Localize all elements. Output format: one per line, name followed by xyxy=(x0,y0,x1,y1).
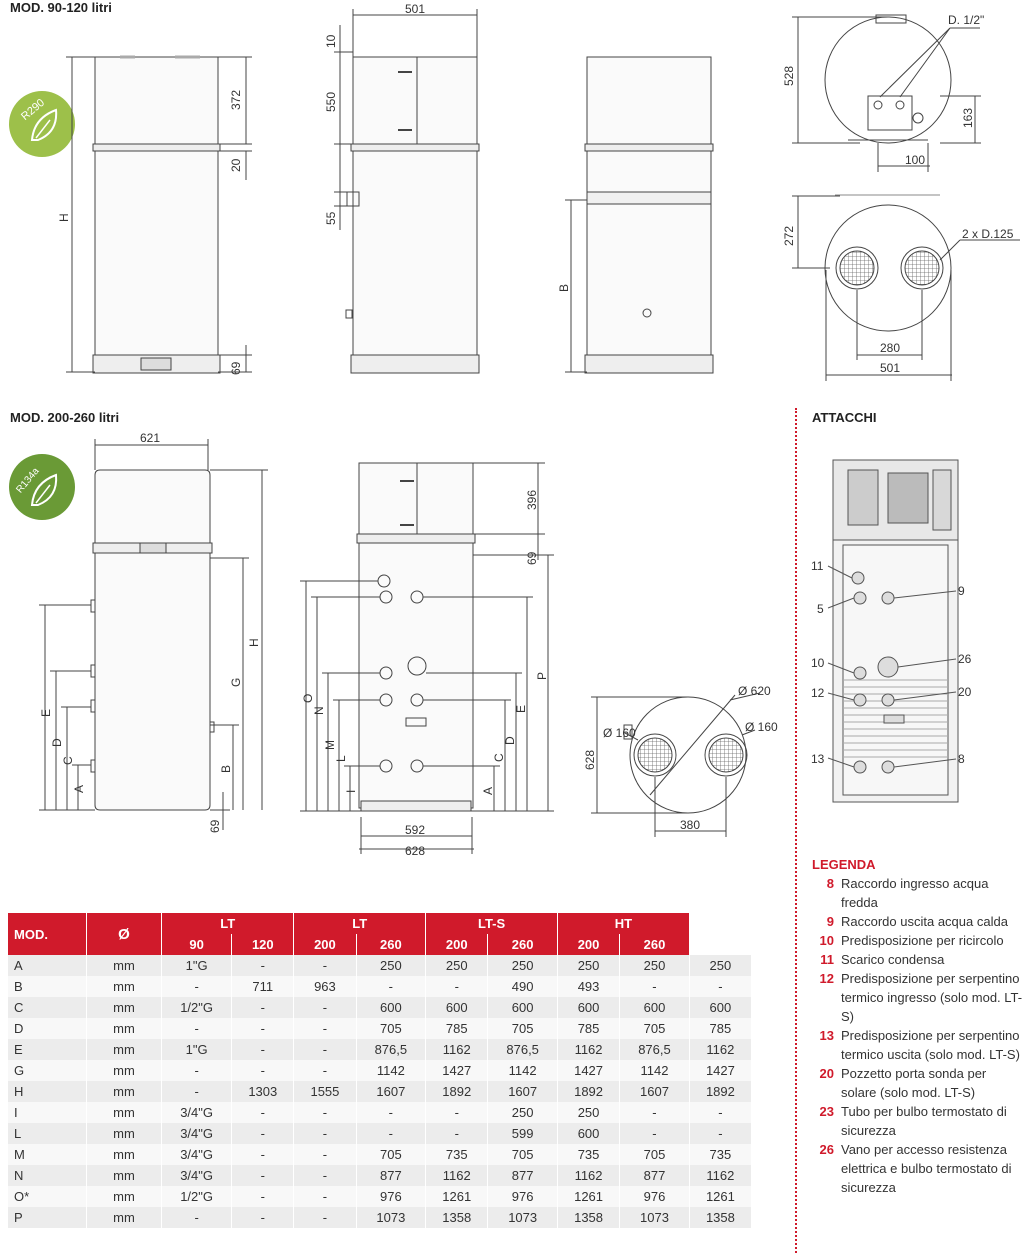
dim-o620: Ø 620 xyxy=(738,684,771,698)
value-cell: 1261 xyxy=(557,1186,619,1207)
value-cell: 1607 xyxy=(356,1081,426,1102)
r290-badge xyxy=(9,91,75,157)
value-cell: - xyxy=(294,1123,356,1144)
dim-o: O xyxy=(301,693,315,703)
value-cell: 963 xyxy=(294,976,356,997)
diameter-cell: - xyxy=(162,1060,232,1081)
dim-e-side: E xyxy=(514,704,528,713)
top-view-large xyxy=(583,684,778,837)
row-label: B xyxy=(8,976,87,997)
th-capacity: 260 xyxy=(488,934,558,955)
value-cell: - xyxy=(294,997,356,1018)
unit-cell: mm xyxy=(87,1102,162,1123)
value-cell: 1358 xyxy=(426,1207,488,1228)
dim-69-side: 69 xyxy=(525,551,539,565)
value-cell: 1607 xyxy=(488,1081,558,1102)
dim-69-small: 69 xyxy=(229,361,243,375)
legend-number: 9 xyxy=(826,914,834,929)
dim-621: 621 xyxy=(140,431,161,445)
th-capacity: 200 xyxy=(294,934,356,955)
legend-number: 12 xyxy=(819,971,834,986)
value-cell: 785 xyxy=(689,1018,751,1039)
dim-d-large: D xyxy=(50,738,64,747)
legend-number: 20 xyxy=(819,1066,834,1081)
value-cell: 493 xyxy=(557,976,619,997)
table-row xyxy=(8,1081,752,1102)
legend-number: 23 xyxy=(819,1104,834,1119)
value-cell: 1427 xyxy=(426,1060,488,1081)
dim-e-large: E xyxy=(39,708,53,717)
table-row xyxy=(8,1039,752,1060)
value-cell: 1142 xyxy=(488,1060,558,1081)
legend-text: Pozzetto porta sonda per solare (solo mod. LT-S) xyxy=(841,1066,987,1100)
legend-number: 11 xyxy=(820,952,834,967)
legend-item xyxy=(812,969,1024,1026)
section-title-large: MOD. 200-260 litri xyxy=(10,410,120,425)
dim-501-bottom: 501 xyxy=(880,361,901,375)
diameter-cell: 3/4"G xyxy=(162,1144,232,1165)
value-cell: 976 xyxy=(488,1186,558,1207)
value-cell: - xyxy=(426,976,488,997)
dim-592: 592 xyxy=(405,823,426,837)
table-row xyxy=(8,997,752,1018)
value-cell: 1358 xyxy=(557,1207,619,1228)
value-cell: 1162 xyxy=(426,1165,488,1186)
value-cell: - xyxy=(426,1102,488,1123)
value-cell: 735 xyxy=(689,1144,751,1165)
dim-l: L xyxy=(334,755,348,762)
value-cell: - xyxy=(356,976,426,997)
legend-item xyxy=(812,912,1024,931)
dim-550: 550 xyxy=(324,91,338,112)
dim-n: N xyxy=(312,706,326,715)
value-cell: 711 xyxy=(232,976,294,997)
row-label: G xyxy=(8,1060,87,1081)
value-cell: - xyxy=(232,1018,294,1039)
dim-i: I xyxy=(344,789,358,793)
legend-item xyxy=(812,874,1024,912)
value-cell: 250 xyxy=(356,955,426,976)
value-cell: 785 xyxy=(557,1018,619,1039)
attacchi-label-11: 11 xyxy=(811,559,824,573)
unit-cell: mm xyxy=(87,955,162,976)
diameter-cell: - xyxy=(162,1081,232,1102)
dim-55: 55 xyxy=(324,211,338,225)
value-cell: 600 xyxy=(426,997,488,1018)
legend-item xyxy=(812,1064,1024,1102)
value-cell: 1555 xyxy=(294,1081,356,1102)
dim-163: 163 xyxy=(961,107,975,128)
dimensions-table xyxy=(8,913,752,1228)
row-label: D xyxy=(8,1018,87,1039)
back-view-small xyxy=(557,57,713,373)
diameter-cell: 1"G xyxy=(162,955,232,976)
value-cell: - xyxy=(294,1060,356,1081)
value-cell: 250 xyxy=(557,955,619,976)
value-cell: 1427 xyxy=(557,1060,619,1081)
value-cell: 705 xyxy=(488,1018,558,1039)
unit-cell: mm xyxy=(87,1081,162,1102)
diameter-cell: - xyxy=(162,1207,232,1228)
value-cell: 600 xyxy=(356,997,426,1018)
row-label: P xyxy=(8,1207,87,1228)
legend-item xyxy=(812,1026,1024,1064)
legend-text: Raccordo uscita acqua calda xyxy=(841,914,1008,929)
value-cell: 705 xyxy=(356,1144,426,1165)
value-cell: 1142 xyxy=(356,1060,426,1081)
dim-p: P xyxy=(535,671,549,680)
value-cell: - xyxy=(232,1186,294,1207)
table-row xyxy=(8,976,752,997)
bottom-view-small xyxy=(782,195,1020,381)
value-cell: 735 xyxy=(557,1144,619,1165)
value-cell: - xyxy=(232,1102,294,1123)
value-cell: - xyxy=(232,1039,294,1060)
diameter-cell: 1/2"G xyxy=(162,1186,232,1207)
value-cell: 1358 xyxy=(689,1207,751,1228)
red-dotted-separator xyxy=(795,408,797,1253)
unit-cell: mm xyxy=(87,976,162,997)
dim-d-side: D xyxy=(503,736,517,745)
value-cell: 1073 xyxy=(356,1207,426,1228)
value-cell: 876,5 xyxy=(488,1039,558,1060)
value-cell: - xyxy=(294,1039,356,1060)
value-cell: - xyxy=(232,1123,294,1144)
th-capacity: 260 xyxy=(620,934,690,955)
value-cell: 1261 xyxy=(426,1186,488,1207)
legend-text: Raccordo ingresso acqua fredda xyxy=(841,876,989,910)
value-cell: 877 xyxy=(356,1165,426,1186)
th-mod: MOD. xyxy=(8,913,87,955)
value-cell: 1162 xyxy=(557,1039,619,1060)
legend-list xyxy=(812,874,1024,1197)
value-cell: - xyxy=(232,1207,294,1228)
diameter-cell: 3/4"G xyxy=(162,1123,232,1144)
value-cell: - xyxy=(294,1165,356,1186)
value-cell: 600 xyxy=(620,997,690,1018)
diameter-cell: 3/4"G xyxy=(162,1165,232,1186)
attacchi-label-12: 12 xyxy=(811,686,825,700)
diameter-cell: 3/4"G xyxy=(162,1102,232,1123)
diameter-cell: - xyxy=(162,1018,232,1039)
value-cell: 1073 xyxy=(488,1207,558,1228)
legend-text: Predisposizione per serpentino termico uscita (solo mod. LT-S) xyxy=(841,1028,1020,1062)
unit-cell: mm xyxy=(87,1207,162,1228)
value-cell: - xyxy=(356,1123,426,1144)
value-cell: 877 xyxy=(488,1165,558,1186)
dim-528: 528 xyxy=(782,65,796,86)
unit-cell: mm xyxy=(87,1060,162,1081)
value-cell: - xyxy=(294,955,356,976)
legend-text: Predisposizione per ricircolo xyxy=(841,933,1004,948)
unit-cell: mm xyxy=(87,1039,162,1060)
dim-501-side: 501 xyxy=(405,2,426,16)
unit-cell: mm xyxy=(87,997,162,1018)
diameter-cell: 1"G xyxy=(162,1039,232,1060)
attacchi-label-8: 8 xyxy=(958,752,965,766)
th-capacity: 120 xyxy=(232,934,294,955)
th-group-ht: HT xyxy=(557,913,689,934)
value-cell: 600 xyxy=(689,997,751,1018)
dim-100: 100 xyxy=(905,153,926,167)
value-cell: 1162 xyxy=(689,1039,751,1060)
table-row xyxy=(8,1018,752,1039)
value-cell: 250 xyxy=(689,955,751,976)
table-row xyxy=(8,1123,752,1144)
dim-g-large: G xyxy=(229,677,243,687)
value-cell: - xyxy=(689,1123,751,1144)
dim-10: 10 xyxy=(324,34,338,48)
th-group-lt: LT xyxy=(294,913,426,934)
dim-c-side: C xyxy=(492,753,506,762)
top-view-small xyxy=(782,13,984,172)
value-cell: 250 xyxy=(426,955,488,976)
value-cell: 785 xyxy=(426,1018,488,1039)
value-cell: 1142 xyxy=(620,1060,690,1081)
value-cell: - xyxy=(356,1102,426,1123)
value-cell: - xyxy=(232,1060,294,1081)
value-cell: 705 xyxy=(356,1018,426,1039)
table-row xyxy=(8,1144,752,1165)
value-cell: 250 xyxy=(557,1102,619,1123)
row-label: H xyxy=(8,1081,87,1102)
value-cell: - xyxy=(294,1102,356,1123)
value-cell: 1073 xyxy=(620,1207,690,1228)
value-cell: 876,5 xyxy=(356,1039,426,1060)
dim-69-large: 69 xyxy=(208,819,222,833)
row-label: C xyxy=(8,997,87,1018)
value-cell: - xyxy=(689,1102,751,1123)
value-cell: 250 xyxy=(488,955,558,976)
r134a-badge xyxy=(9,454,75,520)
legend-number: 26 xyxy=(819,1142,834,1157)
value-cell: 599 xyxy=(488,1123,558,1144)
dim-628-top: 628 xyxy=(583,749,597,770)
attacchi-label-10: 10 xyxy=(811,656,825,670)
value-cell: 705 xyxy=(620,1144,690,1165)
value-cell: 600 xyxy=(557,997,619,1018)
value-cell: - xyxy=(232,955,294,976)
value-cell: 1162 xyxy=(689,1165,751,1186)
value-cell: 1607 xyxy=(620,1081,690,1102)
value-cell: 976 xyxy=(620,1186,690,1207)
value-cell: - xyxy=(294,1207,356,1228)
value-cell: - xyxy=(232,1165,294,1186)
value-cell: - xyxy=(232,997,294,1018)
dim-a-large: A xyxy=(72,784,86,793)
dim-o160-left: Ø 160 xyxy=(603,726,636,740)
side-view-large xyxy=(300,463,554,858)
value-cell: - xyxy=(426,1123,488,1144)
row-label: M xyxy=(8,1144,87,1165)
attacchi-label-9: 9 xyxy=(958,584,965,598)
row-label: I xyxy=(8,1102,87,1123)
dim-2xd125: 2 x D.125 xyxy=(962,227,1014,241)
drawings-large-models xyxy=(0,425,795,860)
value-cell: 250 xyxy=(488,1102,558,1123)
legend-item xyxy=(812,950,1024,969)
value-cell: - xyxy=(232,1144,294,1165)
side-view-small xyxy=(324,2,479,373)
value-cell: - xyxy=(620,1102,690,1123)
legend-title: LEGENDA xyxy=(812,857,876,872)
dim-h-large: H xyxy=(247,638,261,647)
table-row xyxy=(8,1102,752,1123)
row-label: N xyxy=(8,1165,87,1186)
value-cell: 1892 xyxy=(557,1081,619,1102)
unit-cell: mm xyxy=(87,1186,162,1207)
legend-number: 8 xyxy=(826,876,834,891)
dim-396: 396 xyxy=(525,489,539,510)
value-cell: 976 xyxy=(356,1186,426,1207)
legend-text: Vano per accesso resistenza elettrica e bulbo termostato di sicurezza xyxy=(841,1142,1012,1195)
value-cell: 877 xyxy=(620,1165,690,1186)
value-cell: 250 xyxy=(620,955,690,976)
diameter-cell: 1/2"G xyxy=(162,997,232,1018)
legend-number: 13 xyxy=(819,1028,834,1043)
row-label: O* xyxy=(8,1186,87,1207)
front-view-small xyxy=(57,57,252,375)
attacchi-label-13: 13 xyxy=(811,752,825,766)
dim-h-small: H xyxy=(57,213,71,222)
value-cell: 1892 xyxy=(689,1081,751,1102)
attacchi-drawing xyxy=(808,455,1023,815)
legend-text: Predisposizione per serpentino termico ingresso (solo mod. LT-S) xyxy=(841,971,1023,1024)
dim-a-side: A xyxy=(481,786,495,795)
value-cell: 1303 xyxy=(232,1081,294,1102)
table-body xyxy=(8,955,752,1228)
value-cell: 1892 xyxy=(426,1081,488,1102)
value-cell: - xyxy=(620,1123,690,1144)
row-label: L xyxy=(8,1123,87,1144)
attacchi-label-26: 26 xyxy=(958,652,972,666)
r290-label: R290 xyxy=(19,96,48,123)
unit-cell: mm xyxy=(87,1165,162,1186)
th-capacity: 260 xyxy=(356,934,426,955)
legend-number: 10 xyxy=(819,933,834,948)
th-capacity: 200 xyxy=(426,934,488,955)
legend-item xyxy=(812,931,1024,950)
unit-cell: mm xyxy=(87,1018,162,1039)
legend-item xyxy=(812,1140,1024,1197)
table-row xyxy=(8,1207,752,1228)
value-cell: - xyxy=(689,976,751,997)
dim-m: M xyxy=(323,740,337,750)
row-label: A xyxy=(8,955,87,976)
dim-b-large: B xyxy=(219,764,233,773)
value-cell: 1162 xyxy=(557,1165,619,1186)
table-row xyxy=(8,1186,752,1207)
value-cell: 600 xyxy=(488,997,558,1018)
unit-cell: mm xyxy=(87,1123,162,1144)
row-label: E xyxy=(8,1039,87,1060)
diameter-cell: - xyxy=(162,976,232,997)
value-cell: 490 xyxy=(488,976,558,997)
r134a-label: R134a xyxy=(14,465,42,496)
value-cell: 1427 xyxy=(689,1060,751,1081)
th-capacity: 200 xyxy=(557,934,619,955)
legend xyxy=(812,857,1024,1197)
dim-372: 372 xyxy=(229,89,243,110)
dim-d12: D. 1/2" xyxy=(948,13,985,27)
attacchi-label-5: 5 xyxy=(817,602,824,616)
value-cell: - xyxy=(620,976,690,997)
dim-272: 272 xyxy=(782,225,796,246)
dim-o160-right: Ø 160 xyxy=(745,720,778,734)
value-cell: 876,5 xyxy=(620,1039,690,1060)
dim-280: 280 xyxy=(880,341,901,355)
th-phi: Ø xyxy=(87,913,162,955)
value-cell: 1261 xyxy=(689,1186,751,1207)
dim-20: 20 xyxy=(229,158,243,172)
table-row xyxy=(8,955,752,976)
table-row xyxy=(8,1060,752,1081)
th-capacity: 90 xyxy=(162,934,232,955)
dim-380: 380 xyxy=(680,818,701,832)
value-cell: 735 xyxy=(426,1144,488,1165)
attacchi-label-20: 20 xyxy=(958,685,972,699)
dim-628-side: 628 xyxy=(405,844,426,858)
value-cell: 705 xyxy=(488,1144,558,1165)
value-cell: - xyxy=(294,1186,356,1207)
legend-item xyxy=(812,1102,1024,1140)
dim-b-small: B xyxy=(557,283,571,292)
value-cell: 1162 xyxy=(426,1039,488,1060)
value-cell: - xyxy=(294,1018,356,1039)
th-group-lts: LT-S xyxy=(426,913,558,934)
th-group-lt-small: LT xyxy=(162,913,294,934)
value-cell: 705 xyxy=(620,1018,690,1039)
drawings-small-models xyxy=(0,0,1026,395)
value-cell: - xyxy=(294,1144,356,1165)
table-row xyxy=(8,1165,752,1186)
legend-text: Scarico condensa xyxy=(841,952,945,967)
dim-c-large: C xyxy=(61,756,75,765)
legend-text: Tubo per bulbo termostato di sicurezza xyxy=(841,1104,1007,1138)
value-cell: 600 xyxy=(557,1123,619,1144)
section-title-small: MOD. 90-120 litri xyxy=(10,0,112,15)
section-title-attacchi: ATTACCHI xyxy=(812,410,877,425)
unit-cell: mm xyxy=(87,1144,162,1165)
